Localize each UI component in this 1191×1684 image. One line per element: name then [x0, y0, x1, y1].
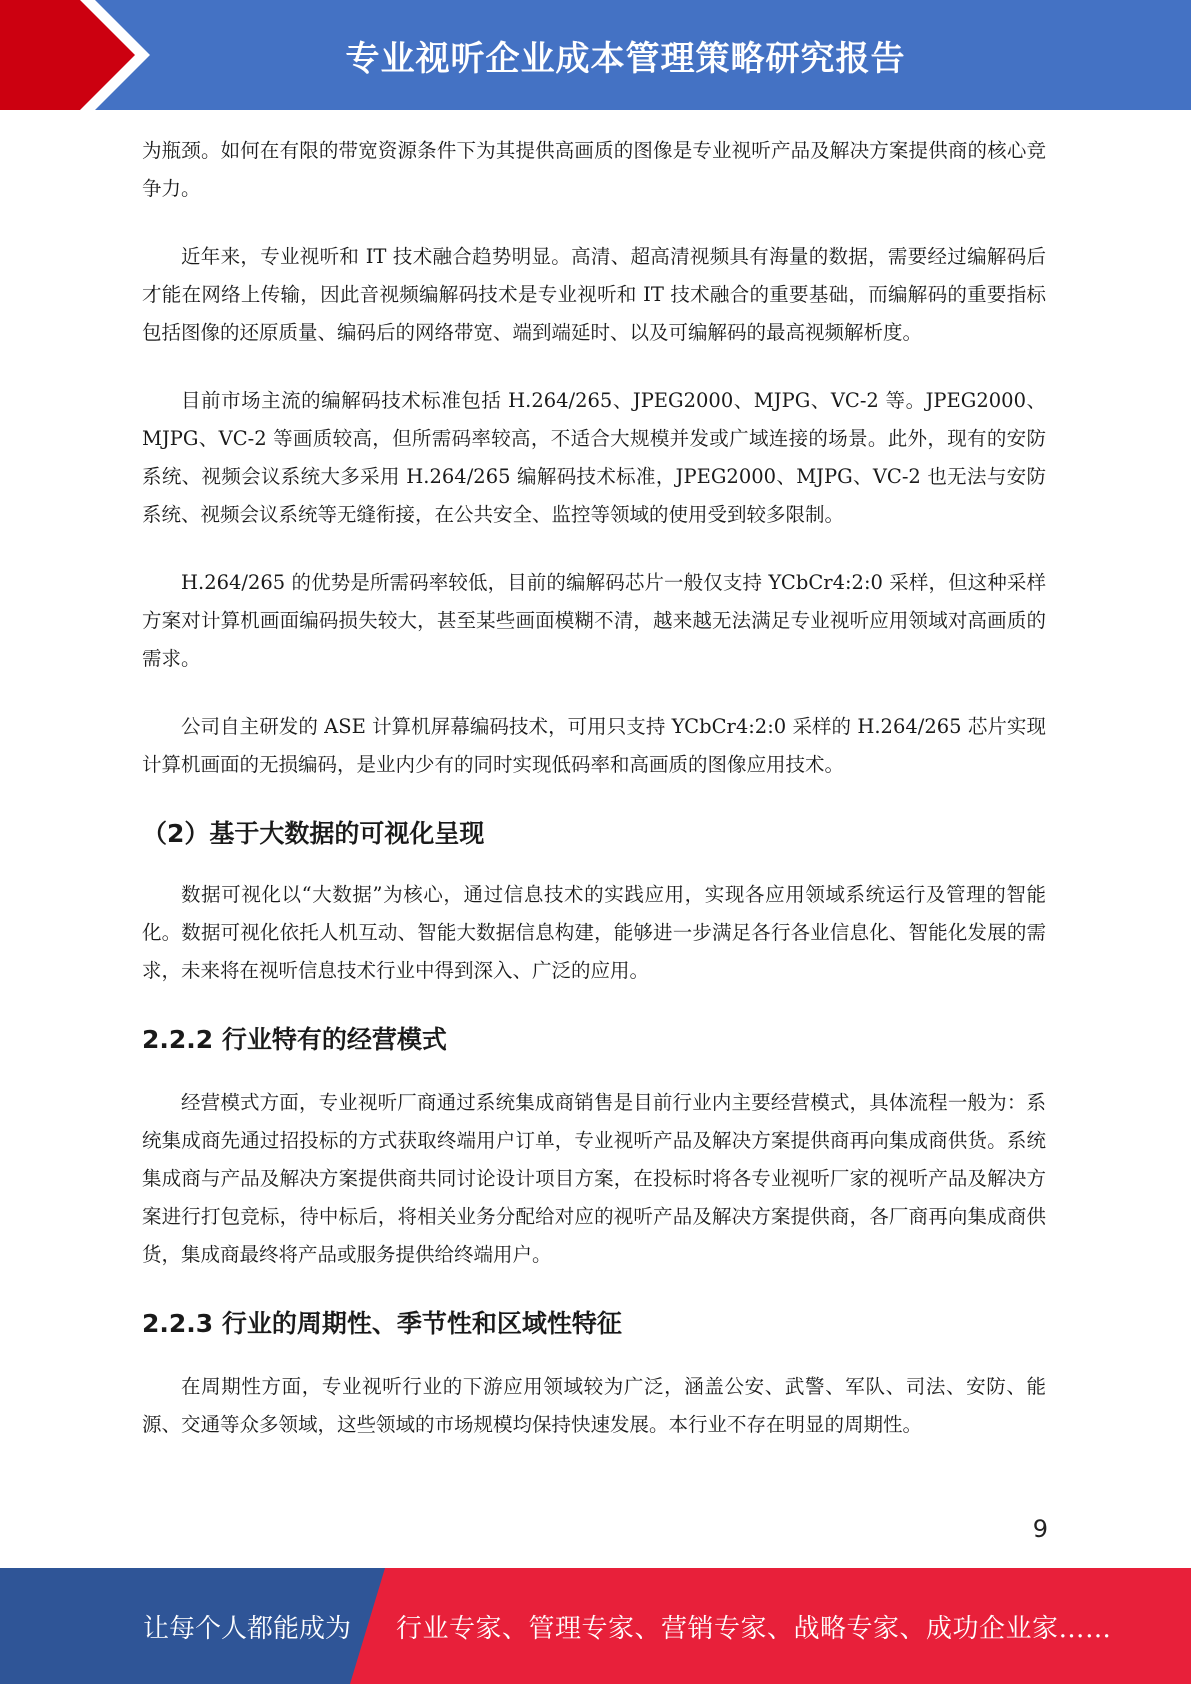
paragraph: 经营模式方面，专业视听厂商通过系统集成商销售是目前行业内主要经营模式，具体流程一般为：系统集成商先通过招投标的方式获取终端用户订单，专业视听产品及解决方案提供商再向集成商供货。系统集成商与产品及解决方案提供商共同讨论设计项目方案，在投标时将各专业视听厂家的视听产品及解决方案进行打包竞标，待中标后，将相关业务分配给对应的视听产品及解决方案提供商，各厂商再向集成商供货，集成商最终将产品或服务提供给终端用户。 — [142, 1091, 1046, 1266]
page-number: 9 — [1032, 1515, 1048, 1543]
paragraph: 公司自主研发的 ASE 计算机屏幕编码技术，可用只支持 YCbCr4:2:0 采样的 H.264/265 芯片实现计算机画面的无损编码，是业内少有的同时实现低码率和高画质的图像应用技术。 — [142, 715, 1046, 776]
header-title: 专业视听企业成本管理策略研究报告 — [345, 38, 906, 79]
paragraph: 为瓶颈。如何在有限的带宽资源条件下为其提供高画质的图像是专业视听产品及解决方案提供商的核心竞争力。 — [142, 139, 1046, 200]
paragraph: 在周期性方面，专业视听行业的下游应用领域较为广泛，涵盖公安、武警、军队、司法、安防、能源、交通等众多领域，这些领域的市场规模均保持快速发展。本行业不存在明显的周期性。 — [142, 1375, 1046, 1436]
page-header — [0, 0, 1191, 110]
page-footer — [0, 1568, 1191, 1684]
paragraph: 数据可视化以“大数据”为核心，通过信息技术的实践应用，实现各应用领域系统运行及管理的智能化。数据可视化依托人机互动、智能大数据信息构建，能够进一步满足各行各业信息化、智能化发展的需求，未来将在视听信息技术行业中得到深入、广泛的应用。 — [142, 883, 1046, 982]
paragraph: H.264/265 的优势是所需码率较低，目前的编解码芯片一般仅支持 YCbCr4:2:0 采样，但这种采样方案对计算机画面编码损失较大，甚至某些画面模糊不清，越来越无法满足专业视听应用领域对高画质的需求。 — [142, 571, 1046, 670]
footer-slogan-left: 让每个人都能成为 — [143, 1613, 352, 1644]
footer-slogan-right: 行业专家、管理专家、营销专家、战略专家、成功企业家…… — [396, 1613, 1112, 1644]
paragraph: 近年来，专业视听和 IT 技术融合趋势明显。高清、超高清视频具有海量的数据，需要经过编解码后才能在网络上传输，因此音视频编解码技术是专业视听和 IT 技术融合的重要基础，而编解码的重要指标包括图像的还原质量、编码后的网络带宽、端到端延时、以及可编解码的最高视频解析度。 — [142, 245, 1046, 344]
section-heading: 2.2.3 行业的周期性、季节性和区域性特征 — [142, 1309, 622, 1338]
paragraph: 目前市场主流的编解码技术标准包括 H.264/265、JPEG2000、MJPG、VC-2 等。JPEG2000、MJPG、VC-2 等画质较高，但所需码率较高，不适合大规模并发或广域连接的场景。此外，现有的安防系统、视频会议系统大多采用 H.264/265 编解码技术标准，JPEG2000、MJPG、VC-2 也无法与安防系统、视频会议系统等无缝衔接，在公共安全、监控等领域的使用受到较多限制。 — [142, 389, 1046, 526]
subsection-heading: （2）基于大数据的可视化呈现 — [142, 819, 485, 848]
document-body — [142, 132, 1046, 1474]
section-heading: 2.2.2 行业特有的经营模式 — [142, 1025, 447, 1054]
